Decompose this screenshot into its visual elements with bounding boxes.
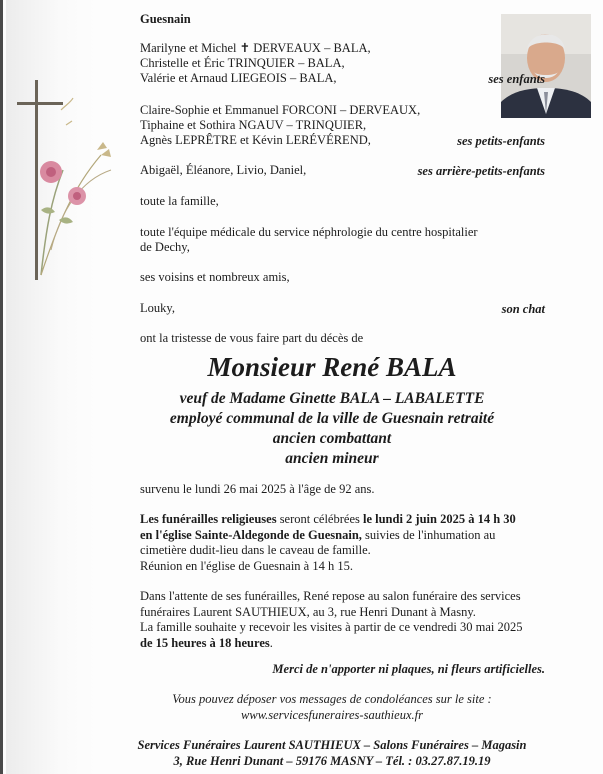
family-line: Valérie et Arnaud LIEGEOIS – BALA, [140, 71, 337, 85]
funerailles-text-2: suivies de l'inhumation au [361, 527, 496, 542]
town-heading: Guesnain [140, 12, 191, 26]
louky-line: Louky, [140, 301, 175, 315]
family-line: Agnès LEPRÊTRE et Kévin LERÉVÉREND, [140, 133, 371, 147]
deceased-job-line: employé communal de la ville de Guesnain retraité [169, 410, 495, 427]
equipe-line-1: toute l'équipe médicale du service néphrologie du centre hospitalier [140, 225, 478, 239]
survenu-line: survenu le lundi 26 mai 2025 à l'âge de 92 ans. [140, 482, 375, 496]
family-line: Christelle et Éric TRINQUIER – BALA, [140, 56, 345, 70]
relation-arriere-petits-enfants: ses arrière-petits-enfants [417, 164, 545, 178]
repose-line-3: La famille souhaite y recevoir les visites à partir de ce vendredi 30 mai 2025 [140, 620, 523, 634]
repose-line-2: funéraires Laurent SAUTHIEUX, au 3, rue Henri Dunant à Masny. [140, 604, 476, 619]
footer-line-1: Services Funéraires Laurent SAUTHIEUX – Salons Funéraires – Magasin [137, 738, 527, 752]
equipe-line-2: de Dechy, [140, 240, 190, 254]
funerailles-cimetiere: cimetière dudit-lieu dans le caveau de famille. [140, 543, 371, 557]
portrait-photo [501, 14, 591, 118]
deceased-mineur-line: ancien mineur [285, 450, 379, 467]
deceased-combattant-line: ancien combattant [272, 430, 392, 447]
family-line: Claire-Sophie et Emmanuel FORCONI – DERVEAUX, [140, 103, 421, 117]
funerailles-date: le lundi 2 juin 2025 à 14 h 30 [362, 512, 516, 526]
family-line: Marilyne et Michel ✝ DERVEAUX – BALA, [140, 41, 371, 55]
merci-line: Merci de n'apporter ni plaques, ni fleurs artificielles. [272, 662, 545, 676]
famille-line: toute la famille, [140, 194, 219, 208]
funerailles-reunion: Réunion en l'église de Guesnain à 14 h 15. [140, 558, 353, 573]
voisins-line: ses voisins et nombreux amis, [140, 270, 290, 284]
family-line: Abigaël, Éléanore, Livio, Daniel, [140, 163, 307, 177]
repose-line-1: Dans l'attente de ses funérailles, René repose au salon funéraire des services [140, 589, 521, 603]
funerailles-eglise: en l'église Sainte-Aldegonde de Guesnain, [140, 527, 362, 542]
cross-flowers-illustration [11, 80, 121, 300]
footer-line-2: 3, Rue Henri Dunant – 59176 MASNY – Tél. : 03.27.87.19.19 [173, 754, 491, 768]
relation-petits-enfants: ses petits-enfants [457, 134, 545, 148]
funerailles-text-1: seront célébrées [276, 512, 363, 526]
condoleances-website: www.servicesfuneraires-sauthieux.fr [241, 708, 423, 722]
repose-paragraph [140, 589, 560, 651]
relation-chat: son chat [501, 302, 545, 316]
deceased-widow-line: veuf de Madame Ginette BALA – LABALETTE [179, 390, 485, 407]
deceased-name: Monsieur René BALA [207, 352, 457, 382]
funerailles-bold-1: Les funérailles religieuses [140, 512, 277, 526]
repose-period: . [269, 635, 273, 650]
repose-hours: de 15 heures à 18 heures [140, 635, 270, 650]
tristesse-line: ont la tristesse de vous faire part du décès de [140, 331, 364, 345]
funerailles-paragraph [140, 512, 560, 574]
family-line: Tiphaine et Sothira NGAUV – TRINQUIER, [140, 118, 367, 132]
relation-enfants: ses enfants [488, 72, 545, 86]
condoleances-line-1: Vous pouvez déposer vos messages de condoléances sur le site : [172, 692, 492, 706]
